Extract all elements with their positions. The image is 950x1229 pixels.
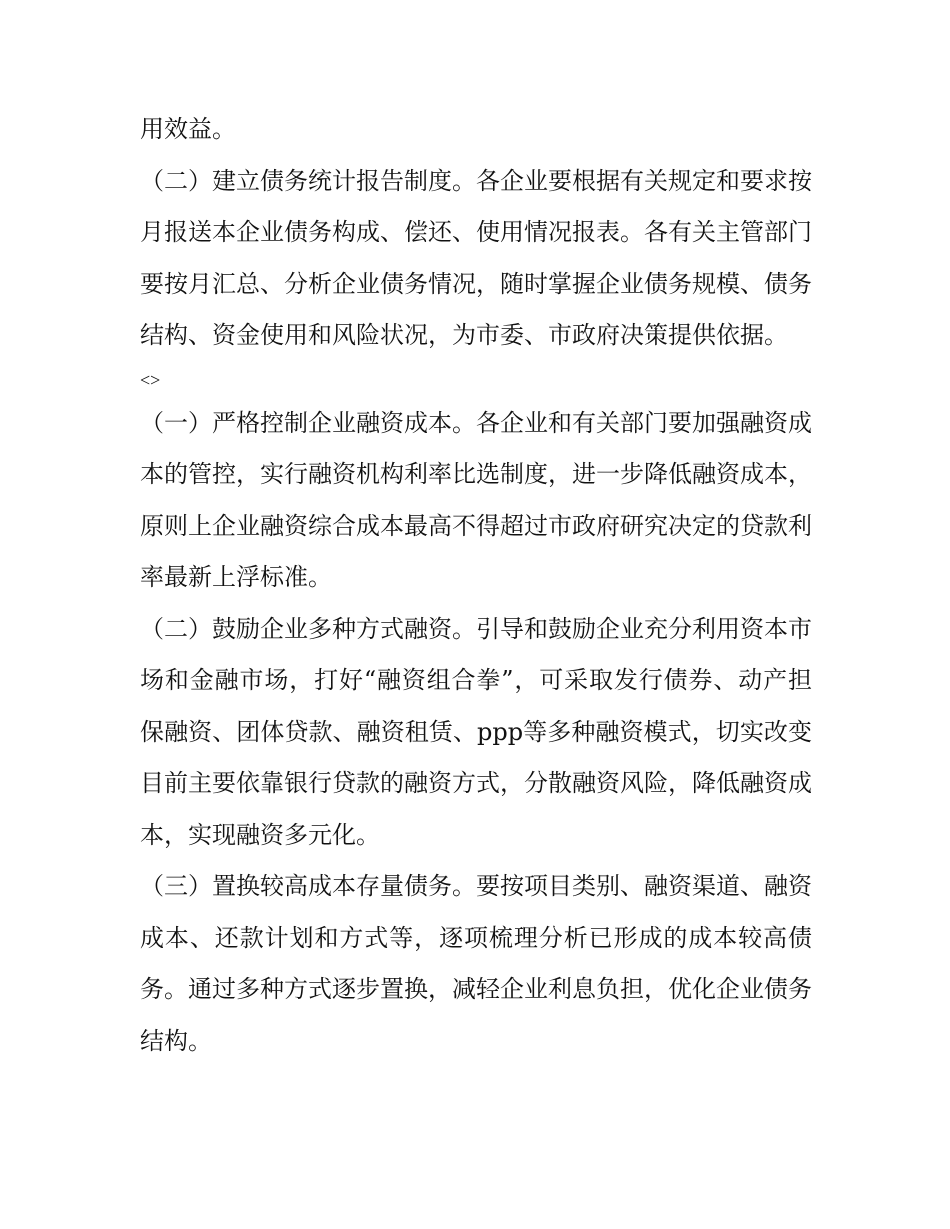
document-page [140, 104, 812, 1067]
paragraph-debt-statistics-report: （二）建立债务统计报告制度。各企业要根据有关规定和要求按月报送本企业债务构成、偿还、使用情况报表。各有关主管部门要按月汇总、分析企业债务情况，随时掌握企业债务规模、债务结构、资金使用和风险状况，为市委、市政府决策提供依据。 [140, 166, 812, 349]
paragraph-continuation: 用效益。 [140, 115, 236, 143]
paragraph-replace-high-cost-debt: （三）置换较高成本存量债务。要按项目类别、融资渠道、融资成本、还款计划和方式等，逐项梳理分析已形成的成本较高债务。通过多种方式逐步置换，减轻企业利息负担，优化企业债务结构。 [140, 872, 812, 1055]
section-marker: <> [140, 369, 161, 390]
paragraph-diversified-financing: （二）鼓励企业多种方式融资。引导和鼓励企业充分利用资本市场和金融市场，打好“融资组合拳”，可采取发行债券、动产担保融资、团体贷款、融资租赁、ppp等多种融资模式，切实改变目前主要依靠银行贷款的融资方式，分散融资风险，降低融资成本，实现融资多元化。 [140, 614, 812, 849]
paragraph-control-financing-cost: （一）严格控制企业融资成本。各企业和有关部门要加强融资成本的管控，实行融资机构利率比选制度，进一步降低融资成本，原则上企业融资综合成本最高不得超过市政府研究决定的贷款利率最新上浮标准。 [140, 408, 812, 591]
